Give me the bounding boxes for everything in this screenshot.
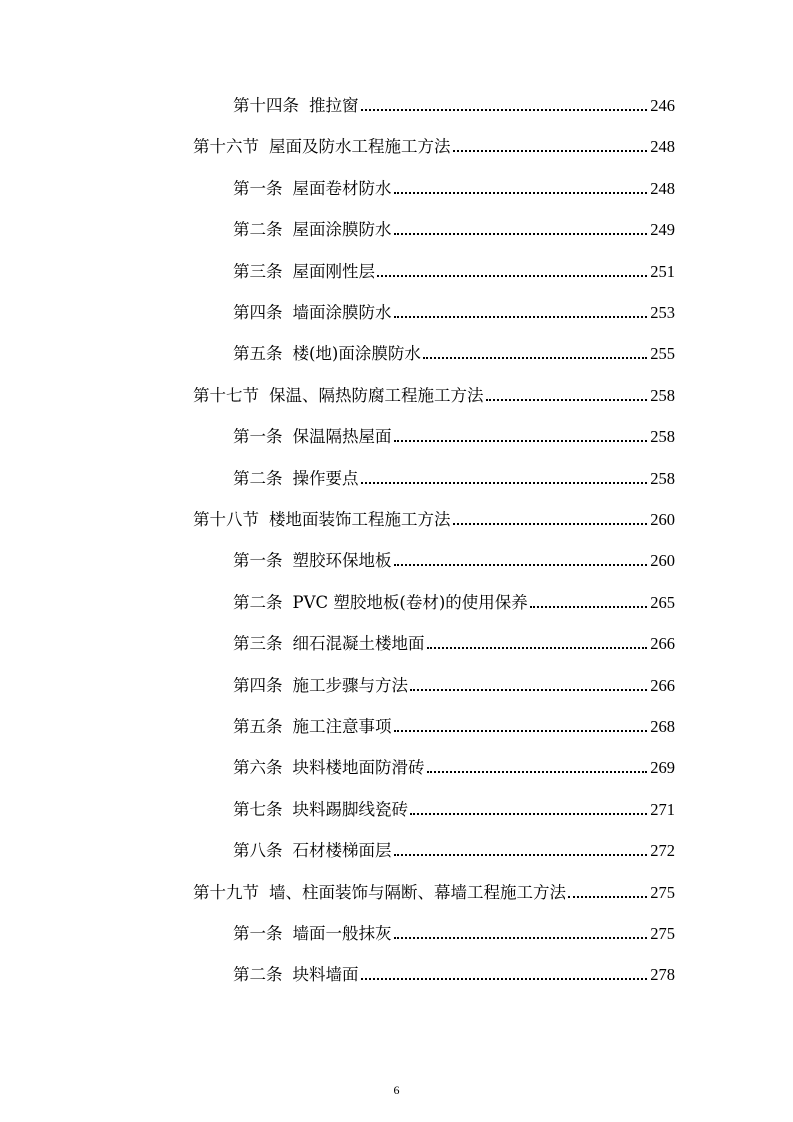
toc-entry-number: 第八条: [233, 841, 283, 861]
toc-entry[interactable]: [233, 212, 675, 240]
toc-entry-page: 272: [650, 841, 675, 861]
toc-entry[interactable]: [193, 875, 675, 903]
toc-entry[interactable]: [193, 378, 675, 406]
dot-leader: [361, 109, 648, 111]
toc-entry-title: 楼(地)面涂膜防水: [292, 344, 421, 364]
toc-entry-title: 施工注意事项: [292, 717, 392, 736]
toc-entry-title: 施工步骤与方法: [292, 675, 408, 695]
toc-entry-page: 253: [650, 303, 675, 322]
toc-entry-number: 第七条: [233, 799, 283, 819]
toc-entry-number: 第二条: [233, 592, 283, 612]
dot-leader: [568, 896, 647, 898]
toc-entry[interactable]: [233, 833, 675, 861]
toc-entry-title: PVC 塑胶地板(卷材)的使用保养: [292, 592, 528, 612]
toc-entry-title: 石材楼梯面层: [292, 841, 392, 861]
toc-entry[interactable]: [233, 626, 675, 654]
toc-entry-title: 墙面一般抹灰: [292, 924, 392, 943]
toc-entry-number: 第三条: [233, 634, 283, 654]
toc-entry-title: 塑胶环保地板: [292, 551, 392, 571]
dot-leader: [394, 316, 648, 318]
toc-entry-title: 细石混凝土楼地面: [292, 634, 425, 654]
toc-entry-page: 249: [650, 220, 675, 240]
toc-entry-page: 265: [650, 592, 675, 612]
toc-entry[interactable]: [233, 709, 675, 737]
dot-leader: [394, 233, 648, 235]
toc-entry-number: 第二条: [233, 220, 283, 240]
toc-entry-title: 屋面卷材防水: [292, 178, 392, 198]
toc-entry-page: 258: [650, 427, 675, 447]
dot-leader: [361, 978, 648, 980]
dot-leader: [423, 357, 647, 359]
toc-entry-number: 第二条: [233, 965, 283, 985]
toc-entry-page: 255: [650, 344, 675, 364]
toc-entry-page: 258: [650, 468, 675, 488]
toc-entry-page: 271: [650, 799, 675, 819]
toc-entry-title: 块料楼地面防滑砖: [292, 758, 425, 778]
toc-entry[interactable]: [233, 543, 675, 571]
toc-entry-number: 第二条: [233, 468, 283, 488]
toc-entry[interactable]: [233, 461, 675, 489]
toc-entry-page: 268: [650, 717, 675, 736]
toc-entry[interactable]: [233, 668, 675, 696]
toc-entry-number: 第五条: [233, 344, 283, 364]
toc-entry-number: 第十四条: [233, 96, 299, 115]
toc-entry-title: 操作要点: [292, 468, 359, 488]
toc-entry-page: 278: [650, 965, 675, 985]
dot-leader: [427, 647, 648, 649]
toc-entry-page: 260: [650, 510, 675, 529]
toc-entry[interactable]: [233, 336, 675, 364]
toc-entry[interactable]: [193, 129, 675, 157]
toc-entry-title: 保温隔热屋面: [292, 427, 392, 447]
toc-entry[interactable]: [193, 502, 675, 530]
toc-entry[interactable]: [233, 750, 675, 778]
toc-entry-number: 第十七节: [193, 385, 259, 405]
toc-entry-page: 269: [650, 758, 675, 778]
toc-entry-page: 246: [650, 96, 675, 115]
toc-entry-page: 260: [650, 551, 675, 571]
toc-entry-page: 275: [650, 924, 675, 943]
page-number: 6: [393, 1083, 400, 1097]
toc-entry[interactable]: [233, 916, 675, 944]
dot-leader: [486, 399, 648, 401]
toc-entry-title: 推拉窗: [309, 96, 359, 115]
toc-entry-page: 251: [650, 261, 675, 281]
toc-entry-page: 275: [650, 882, 675, 902]
toc-entry-number: 第一条: [233, 551, 283, 571]
toc-entry[interactable]: [233, 295, 675, 323]
toc-entry-page: 266: [650, 675, 675, 695]
toc-entry-title: 屋面及防水工程施工方法: [269, 137, 451, 157]
toc-entry[interactable]: [233, 585, 675, 613]
dot-leader: [394, 440, 648, 442]
dot-leader: [453, 150, 648, 152]
toc-entry-title: 屋面刚性层: [292, 261, 375, 281]
toc-entry-number: 第五条: [233, 717, 283, 736]
dot-leader: [394, 854, 648, 856]
toc-entry-title: 块料踢脚线瓷砖: [292, 799, 408, 819]
dot-leader: [410, 813, 647, 815]
toc-entry-number: 第十八节: [193, 510, 259, 529]
toc-entry-title: 块料墙面: [292, 965, 359, 985]
toc-entry-number: 第三条: [233, 261, 283, 281]
toc-entry[interactable]: [233, 792, 675, 820]
toc-entry[interactable]: [233, 419, 675, 447]
toc-entry-number: 第一条: [233, 924, 283, 943]
toc-entry-number: 第十六节: [193, 137, 259, 157]
toc-entry-title: 楼地面装饰工程施工方法: [269, 510, 451, 529]
dot-leader: [394, 564, 648, 566]
dot-leader: [453, 523, 648, 525]
toc-entry-number: 第一条: [233, 178, 283, 198]
dot-leader: [377, 275, 647, 277]
toc-entry[interactable]: [233, 254, 675, 282]
toc-entry-number: 第六条: [233, 758, 283, 778]
toc-entry-number: 第四条: [233, 303, 283, 322]
dot-leader: [410, 689, 647, 691]
toc-entry-page: 266: [650, 634, 675, 654]
toc-entry-number: 第十九节: [193, 882, 259, 902]
toc-entry-title: 屋面涂膜防水: [292, 220, 392, 240]
toc-entry-number: 第一条: [233, 427, 283, 447]
toc-entry-page: 248: [650, 178, 675, 198]
toc-entry-title: 保温、隔热防腐工程施工方法: [269, 385, 484, 405]
dot-leader: [427, 771, 648, 773]
dot-leader: [530, 606, 647, 608]
toc-entry[interactable]: [233, 88, 675, 116]
dot-leader: [394, 937, 648, 939]
toc-entry-number: 第四条: [233, 675, 283, 695]
toc-entry-title: 墙面涂膜防水: [292, 303, 392, 322]
toc-entry-page: 258: [650, 385, 675, 405]
toc-entry-page: 248: [650, 137, 675, 157]
dot-leader: [394, 730, 648, 732]
toc-entry[interactable]: [233, 957, 675, 985]
dot-leader: [394, 192, 648, 194]
toc-entry-title: 墙、柱面装饰与隔断、幕墙工程施工方法: [269, 882, 566, 902]
toc-entry[interactable]: [233, 171, 675, 199]
dot-leader: [361, 482, 648, 484]
